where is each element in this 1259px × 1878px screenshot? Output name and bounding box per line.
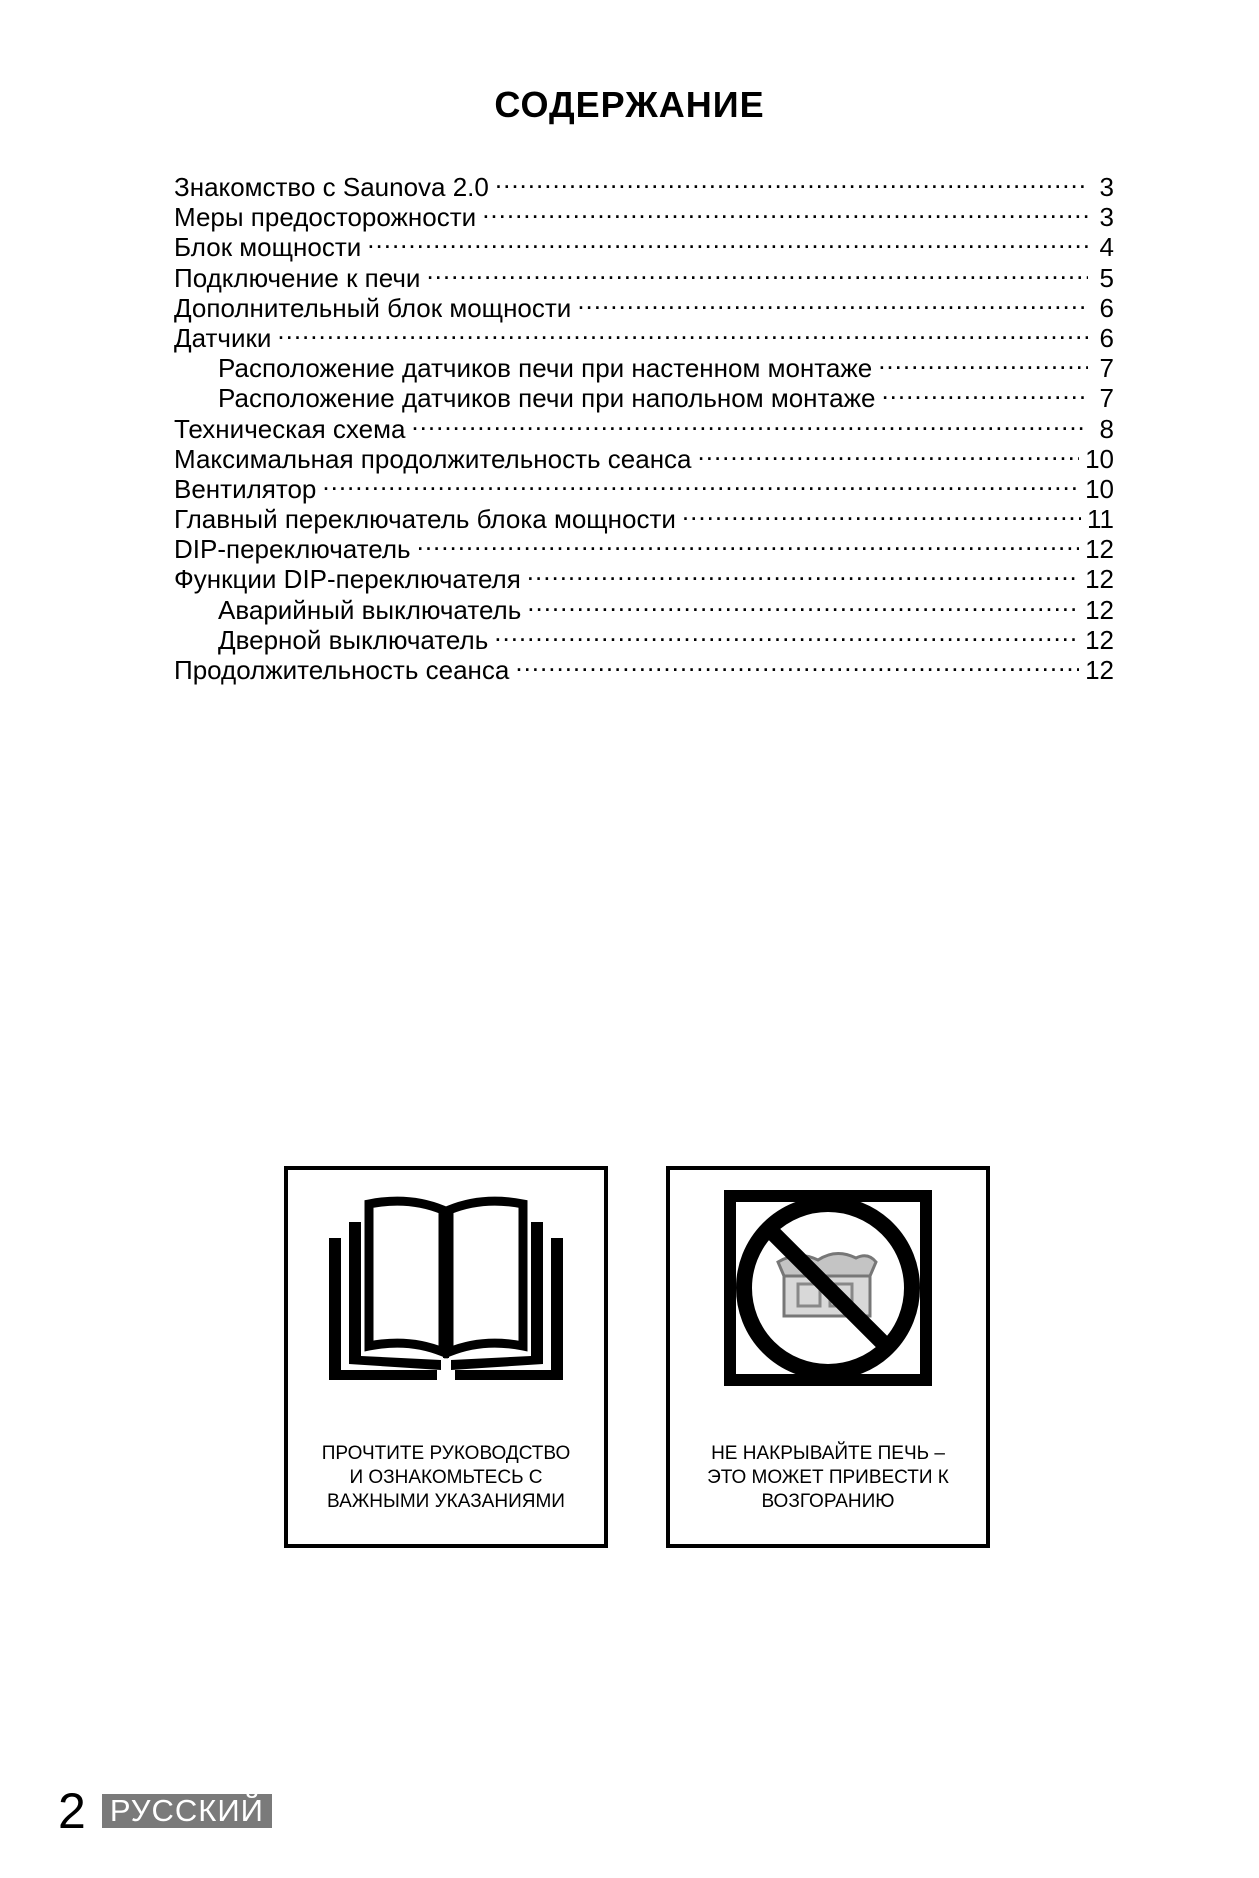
- toc-entry-page: 12: [1085, 564, 1114, 595]
- toc-entry-label: Вентилятор: [174, 474, 322, 504]
- toc-entry-page: 11: [1087, 504, 1114, 535]
- toc-leader-dots: [698, 438, 1080, 468]
- toc-entry-page: 5: [1099, 262, 1114, 293]
- toc-leader-dots: [878, 347, 1088, 377]
- toc-leader-dots: [682, 498, 1081, 528]
- table-of-contents: [174, 166, 1114, 685]
- toc-leader-dots: [515, 649, 1079, 679]
- toc-leader-dots: [426, 257, 1088, 287]
- toc-entry[interactable]: [174, 166, 1114, 202]
- language-badge: РУССКИЙ: [102, 1794, 272, 1828]
- toc-entry-page: 3: [1099, 172, 1114, 202]
- page-number: 2: [58, 1783, 86, 1839]
- toc-entry-label: Расположение датчиков печи при напольном монтаже: [218, 383, 881, 413]
- toc-entry-label: Меры предосторожности: [174, 202, 482, 232]
- toc-entry-page: 12: [1085, 594, 1114, 625]
- toc-entry-label: Расположение датчиков печи при настенном монтаже: [218, 353, 878, 383]
- toc-leader-dots: [494, 619, 1079, 649]
- do-not-cover-sign: [666, 1166, 990, 1548]
- open-book-icon: [323, 1188, 569, 1393]
- toc-entry-label: DIP-переключатель: [174, 534, 417, 564]
- toc-entry-page: 8: [1099, 413, 1114, 444]
- toc-leader-dots: [482, 196, 1088, 226]
- toc-entry-label: Главный переключатель блока мощности: [174, 504, 682, 534]
- toc-entry-page: 12: [1085, 624, 1114, 655]
- toc-entry-page: 12: [1085, 655, 1114, 685]
- toc-entry-page: 10: [1085, 443, 1114, 474]
- toc-entry-label: Техническая схема: [174, 414, 411, 444]
- read-manual-sign: [284, 1166, 608, 1548]
- toc-leader-dots: [495, 166, 1088, 196]
- toc-entry-label: Блок мощности: [174, 232, 367, 262]
- toc-leader-dots: [322, 468, 1079, 498]
- toc-leader-dots: [881, 377, 1088, 407]
- toc-entry-label: Аварийный выключатель: [218, 595, 527, 625]
- page-footer: [58, 1783, 272, 1839]
- toc-entry-page: 4: [1099, 232, 1114, 263]
- toc-subentry[interactable]: [174, 347, 1114, 384]
- toc-entry-label: Максимальная продолжительность сеанса: [174, 444, 698, 474]
- read-manual-caption: ПРОЧТИТЕ РУКОВОДСТВО И ОЗНАКОМЬТЕСЬ С ВАЖНЫМИ УКАЗАНИЯМИ: [321, 1443, 571, 1512]
- toc-entry-page: 10: [1085, 473, 1114, 504]
- do-not-cover-caption: НЕ НАКРЫВАЙТЕ ПЕЧЬ – ЭТО МОЖЕТ ПРИВЕСТИ К ВОЗГОРАНИЮ: [707, 1443, 949, 1512]
- page-title: СОДЕРЖАНИЕ: [494, 84, 765, 125]
- toc-entry-page: 6: [1099, 292, 1114, 323]
- toc-entry-page: 7: [1099, 383, 1114, 414]
- toc-leader-dots: [411, 408, 1088, 438]
- no-covering-heater-icon: [718, 1188, 938, 1393]
- toc-leader-dots: [417, 528, 1079, 558]
- toc-entry-page: 12: [1085, 534, 1114, 565]
- toc-entry[interactable]: [174, 317, 1114, 353]
- toc-leader-dots: [577, 287, 1088, 317]
- toc-entry-label: Дверной выключатель: [218, 625, 494, 655]
- toc-entry-label: Дополнительный блок мощности: [174, 293, 577, 323]
- toc-entry-label: Датчики: [174, 323, 277, 353]
- toc-leader-dots: [527, 558, 1079, 588]
- toc-entry-label: Знакомство с Saunova 2.0: [174, 172, 495, 202]
- toc-entry-page: 6: [1099, 322, 1114, 353]
- toc-entry-page: 3: [1099, 202, 1114, 233]
- toc-leader-dots: [527, 589, 1079, 619]
- toc-entry-label: Функции DIP-переключателя: [174, 564, 527, 594]
- toc-leader-dots: [367, 226, 1088, 256]
- toc-entry-label: Продолжительность сеанса: [174, 655, 515, 685]
- toc-entry-page: 7: [1099, 353, 1114, 384]
- toc-entry-label: Подключение к печи: [174, 263, 426, 293]
- toc-leader-dots: [277, 317, 1088, 347]
